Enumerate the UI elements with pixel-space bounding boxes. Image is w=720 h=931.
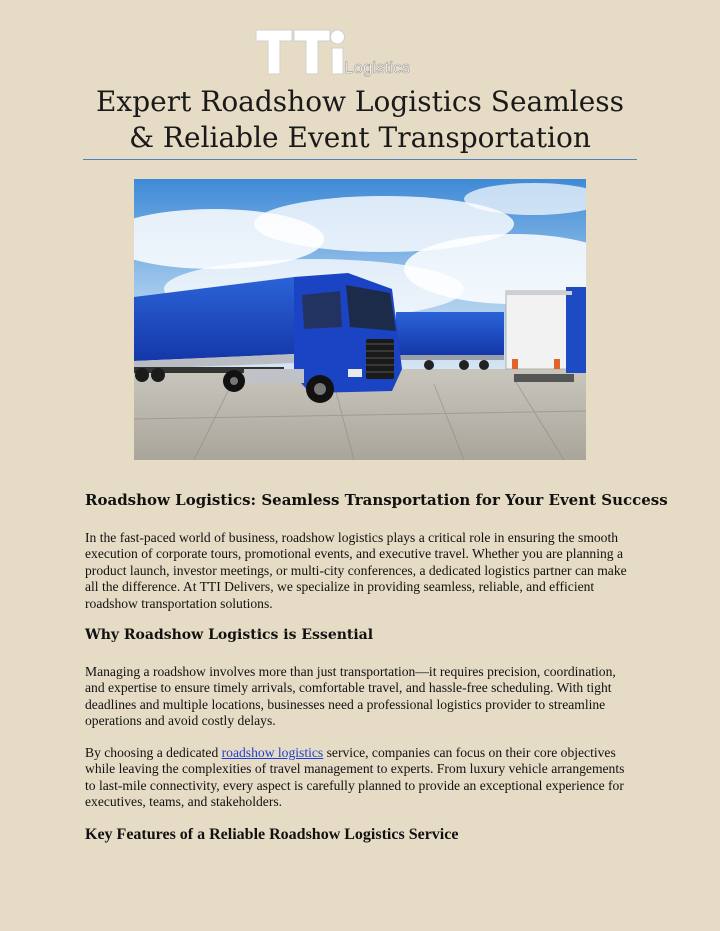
- tti-logo: [254, 26, 429, 78]
- why-paragraph: Managing a roadshow involves more than just transportation—it requires precision, coordination, and expertise to ensure timely arrivals, comfortable travel, and hassle-free scheduling. With tight deadlines and multiple locations, businesses need a professional logistics provider to streamline operations and avoid costly delays.: [85, 664, 616, 729]
- intro-paragraph: In the fast-paced world of business, roadshow logistics plays a critical role in ensuring the smooth execution of corporate tours, promotional events, and executive travel. Whether you are planning a product launch, investor meetings, or multi-city conferences, a dedicated logistics partner can make all the difference. At TTI Delivers, we specialize in providing seamless, reliable, and efficient roadshow transportation solutions.: [85, 530, 627, 611]
- choose-paragraph: [85, 745, 633, 811]
- roadshow-logistics-link[interactable]: roadshow logistics: [221, 745, 324, 760]
- logo-graphic: [254, 26, 429, 78]
- choose-text-before: By choosing a dedicated: [85, 745, 222, 760]
- logo-wordmark: Logistics: [344, 58, 411, 77]
- choose-text-after: service, companies can focus on their core objectives while leaving the complexities of travel management to experts. From luxury vehicle arrangements to last-mile connectivity, every aspect is carefully planned to provide an exceptional experience for executives, teams, and stakeholders.: [85, 745, 625, 810]
- title-divider: [83, 159, 637, 160]
- hero-image: [134, 179, 586, 460]
- section-heading-intro: Roadshow Logistics: Seamless Transportation for Your Event Success: [85, 491, 668, 509]
- section-heading-why: Why Roadshow Logistics is Essential: [85, 627, 374, 643]
- page-title: Expert Roadshow Logistics Seamless & Reliable Event Transportation: [95, 85, 625, 154]
- section-heading-features: Key Features of a Reliable Roadshow Logistics Service: [85, 826, 459, 843]
